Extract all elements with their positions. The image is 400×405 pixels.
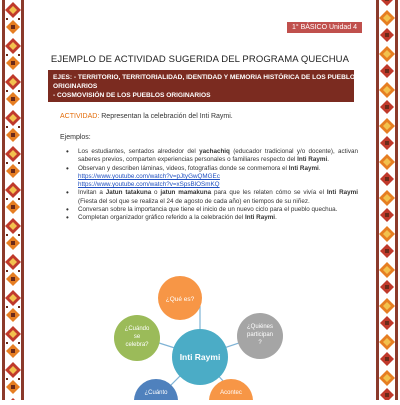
item-text: Conversan sobre la importancia que tiene el inicio de un nuevo ciclo para el pueblo quechua. xyxy=(78,206,338,214)
decorative-border-left xyxy=(0,0,26,400)
item-text: Invitan a xyxy=(78,189,106,197)
ejes-line-3: - COSMOVISIÓN DE LOS PUEBLOS ORIGINARIOS xyxy=(53,92,211,99)
examples-list xyxy=(66,148,358,223)
node-right-label-1: ¿Quiénes xyxy=(246,324,274,330)
item-text: Los estudiantes, sentados alrededor del xyxy=(78,148,200,155)
item-text: (Fiesta del sol que se realiza el 24 de agosto de cada año) en tiempos de su niñez. xyxy=(78,197,310,205)
item-text: . xyxy=(327,156,329,164)
node-left-label-2: se xyxy=(133,334,141,340)
list-item xyxy=(66,148,358,165)
list-item xyxy=(66,189,358,206)
list-item xyxy=(66,206,358,214)
item-bold-text: Inti Raymi xyxy=(288,164,319,172)
item-text: . xyxy=(318,164,321,172)
item-bold-text: Inti Raymi xyxy=(244,214,276,222)
list-item xyxy=(66,165,358,190)
activity-text: Representan la celebración del Inti Raymi. xyxy=(99,113,233,120)
item-text: (educador tradicional y/o docente), activan saberes previos, comparten experiencias personales o familiares respecto del xyxy=(78,148,358,164)
page-title: EJEMPLO DE ACTIVIDAD SUGERIDA DEL PROGRAMA QUECHUA xyxy=(50,54,350,65)
list-item xyxy=(66,214,358,222)
item-text: Completan organizador gráfico referido a la celebración del xyxy=(78,214,245,222)
item-bold-text: Inti Raymi xyxy=(326,189,358,197)
ejes-banner xyxy=(48,70,360,102)
ejes-line-2: ORIGINARIOS xyxy=(53,83,98,90)
item-bold-text: Jatun tatakuna xyxy=(105,189,152,197)
item-text: Observan y describen láminas, videos, fotografías donde se conmemora el xyxy=(78,164,289,172)
node-center-label: Inti Raymi xyxy=(179,352,221,362)
decorative-border-right xyxy=(374,0,400,400)
item-bold-text: Inti Raymi xyxy=(297,156,328,164)
ejes-line-1: EJES: - TERRITORIO, TERRITORIALIDAD, IDENTIDAD Y MEMORIA HISTÓRICA DE LOS PUEBLOS xyxy=(53,74,360,81)
node-left-label-1: ¿Cuándo xyxy=(124,326,150,332)
activity-line xyxy=(60,113,233,120)
node-left-label-3: celebra? xyxy=(125,342,149,348)
node-bottom-right-label: Acontec xyxy=(220,390,242,396)
video-link-2[interactable]: https://www.youtube.com/watch?v=xSpsBlOSmKQ xyxy=(78,181,220,189)
graphic-organizer xyxy=(100,266,300,400)
item-text: para que les relaten cómo se vivía el xyxy=(211,189,327,197)
examples-label: Ejemplos: xyxy=(60,134,91,141)
item-bold-text: jatun mamakuna xyxy=(160,189,212,197)
item-bold-text: yachachiq xyxy=(199,148,230,155)
node-top-label: ¿Qué es? xyxy=(165,296,195,303)
activity-label: ACTIVIDAD: xyxy=(60,113,100,120)
video-link-1[interactable]: https://www.youtube.com/watch?v=pJtyGwQMGEc xyxy=(78,172,220,180)
grade-unit-badge: 1° BÁSICO Unidad 4 xyxy=(287,22,362,33)
item-text: . xyxy=(275,214,277,222)
item-text: o xyxy=(151,189,161,197)
node-right-label-2: participan xyxy=(246,332,274,338)
node-right-label-3: ? xyxy=(258,340,262,346)
node-bottom-left-label: ¿Cuánto xyxy=(144,390,168,396)
